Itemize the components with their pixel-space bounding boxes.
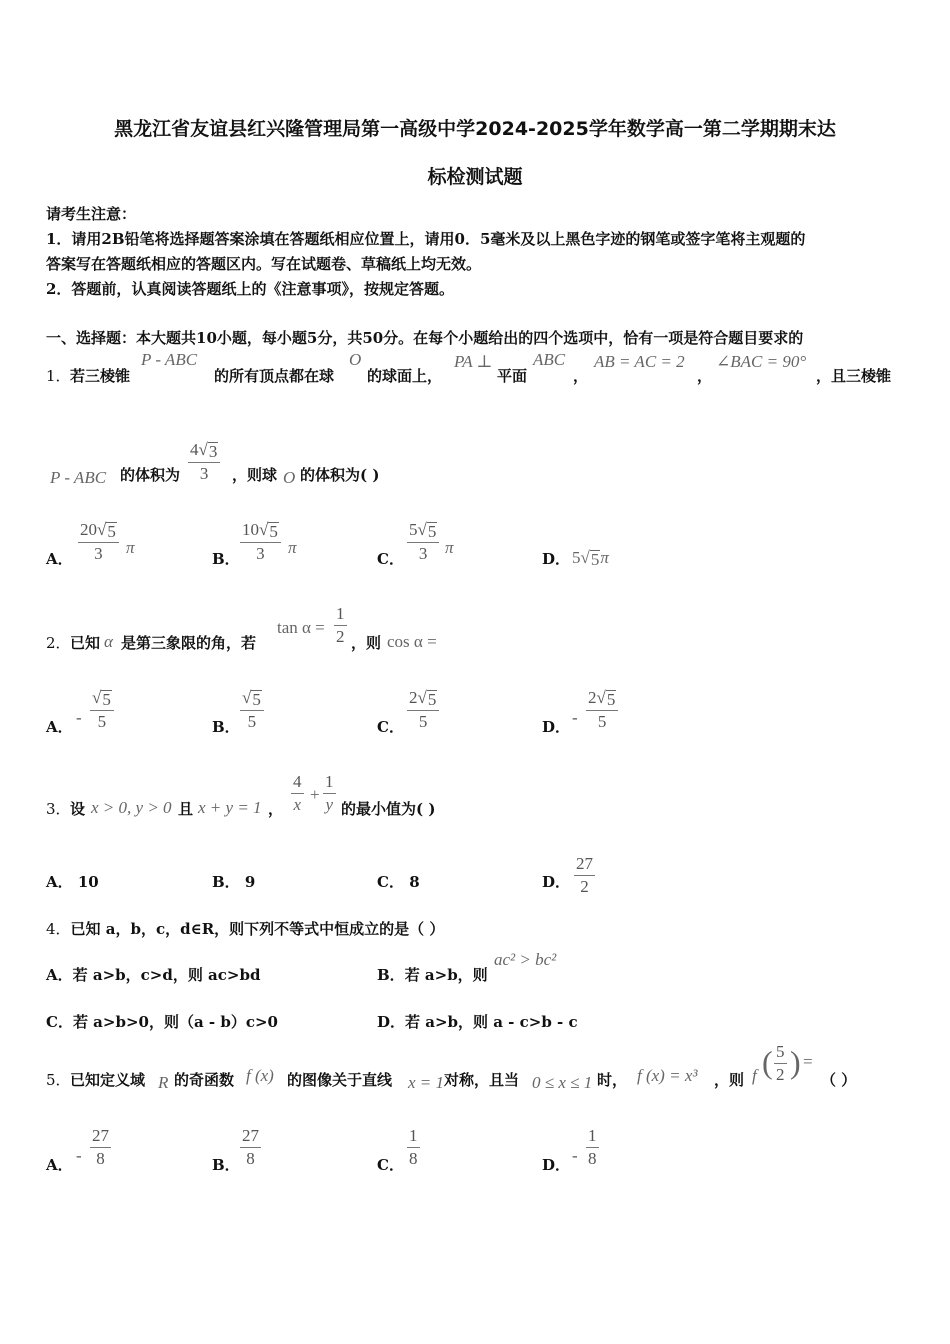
q5-text-1: 已知定义域: [70, 1071, 146, 1089]
q5-option-b[interactable]: B． $\frac{27}{8}$: [212, 1126, 259, 1174]
q1-math-abc: ABC: [533, 350, 566, 369]
q2-stem: [46, 604, 646, 654]
q3-number: 3．: [46, 800, 71, 818]
q1-text-6: ，: [697, 367, 713, 385]
q2-tan: tan α =: [277, 618, 325, 637]
q1-text-5: ，: [573, 367, 589, 385]
q1-option-b[interactable]: B． 10 √ 5 3 π: [212, 520, 297, 568]
q4-option-b[interactable]: B．若 a>b，则 ac² > bc²: [377, 950, 557, 984]
section-heading: 一、选择题：本大题共10小题，每小题5分，共50分。在每个小题给出的四个选项中，恰有一项是符合题目要求的: [46, 329, 804, 347]
q5-left-paren: (: [762, 1044, 773, 1080]
q1-text-1: 若三棱锥: [70, 367, 131, 385]
q3-math-sum: x + y = 1: [198, 798, 262, 817]
q3-stem: [46, 772, 646, 824]
q5-option-a[interactable]: A． - $\frac{27}{8}$: [46, 1126, 109, 1174]
doc-title-line2: 标检测试题: [427, 166, 523, 188]
q5-math-line: x = 1: [408, 1073, 445, 1092]
q1-text-10: 的体积为( ): [300, 466, 380, 484]
notice-item-1b: 答案写在答题纸相应的答题区内。写在试题卷、草稿纸上均无效。: [46, 255, 482, 273]
q4-number: 4．: [46, 920, 71, 938]
q1-option-c[interactable]: C． 5 √ 5 3 π: [377, 520, 454, 568]
q5-option-c[interactable]: C． $\frac{1}{8}$: [377, 1126, 418, 1174]
q1-text-3: 的球面上，: [367, 367, 443, 385]
q3-math-cond: x > 0, y > 0: [91, 798, 172, 817]
q5-math-fx: f (x): [246, 1066, 274, 1085]
q5-text-4: 对称，且当: [444, 1071, 520, 1089]
q2-tan-fraction: $\frac{1}{2}$: [336, 604, 345, 646]
q2-alpha: α: [104, 632, 113, 651]
q5-stem: [46, 1042, 876, 1092]
q5-text-5: 时，: [597, 1071, 628, 1089]
q3-text-4: 的最小值为( ): [341, 800, 436, 818]
q5-text-6: ，则: [714, 1071, 745, 1089]
notice-item-1a: 1．请用2B铅笔将选择题答案涂填在答题纸相应位置上，请用0．5毫米及以上黑色字迹的钢笔或签字笔将主观题的: [46, 230, 806, 248]
q1-math-o: O: [349, 350, 362, 369]
q2-text-2: 是第三象限的角，若: [121, 634, 257, 652]
q2-text-1: 已知: [70, 634, 101, 652]
q4-stem-text: 已知 a，b，c，d∈R，则下列不等式中恒成立的是（ ）: [70, 920, 445, 938]
q3-option-c[interactable]: C． 8: [377, 873, 420, 891]
q3-option-d[interactable]: D． $\frac{27}{2}$: [542, 854, 593, 896]
q5-text-3: 的图像关于直线: [287, 1071, 393, 1089]
q5-math-r: R: [158, 1073, 169, 1092]
q1-text-7: ，且三棱锥: [816, 367, 892, 385]
q1-text-4: 平面: [497, 367, 528, 385]
q5-math-range: 0 ≤ x ≤ 1: [532, 1073, 593, 1092]
q1-math-pabc: P - ABC: [141, 350, 198, 369]
q4-stem: [46, 918, 444, 939]
q3-option-a[interactable]: A． 10: [46, 873, 99, 891]
q1-math-o-2: O: [283, 468, 296, 487]
q2-number: 2．: [46, 634, 71, 652]
q5-equals: =: [803, 1052, 813, 1071]
q1-text-9: ，则球: [232, 466, 278, 484]
q4-option-c[interactable]: C．若 a>b>0，则（a - b）c>0: [46, 1013, 278, 1031]
q3-text-1: 设: [70, 800, 86, 818]
q3-fraction-4x: $\frac{4}{x}$: [293, 772, 302, 814]
q3-plus: +: [310, 785, 320, 804]
q5-arg-fraction: $\frac{5}{2}$: [776, 1042, 785, 1084]
q1-option-a[interactable]: A． 20 √ 5 3 π: [46, 520, 135, 568]
q3-text-3: ，: [268, 800, 284, 818]
q3-text-2: 且: [178, 800, 194, 818]
q2-text-3: ，则: [351, 634, 382, 652]
q5-math-fdef: f (x) = x³: [637, 1066, 698, 1085]
q3-fraction-1y: $\frac{1}{y}$: [325, 772, 334, 814]
q3-option-b[interactable]: B． 9: [212, 873, 256, 891]
q1-math-ab-ac: AB = AC = 2: [594, 352, 685, 371]
q5-math-f: f: [752, 1066, 757, 1085]
q4-option-a[interactable]: A．若 a>b，c>d，则 ac>bd: [46, 966, 261, 984]
q1-text-2: 的所有顶点都在球: [214, 367, 335, 385]
q4-option-d[interactable]: D．若 a>b，则 a - c>b - c: [377, 1013, 578, 1031]
q2-cos: cos α =: [387, 632, 437, 651]
q5-option-d[interactable]: D． - $\frac{1}{8}$: [542, 1126, 597, 1174]
q2-option-a[interactable]: A． - √ 5 5: [46, 688, 196, 740]
q5-text-2: 的奇函数: [174, 1071, 235, 1089]
q2-option-d[interactable]: D． - 2 √ 5 5: [542, 688, 692, 740]
q2-option-c[interactable]: C． 2 √ 5 5: [377, 688, 527, 740]
q1-text-8: 的体积为: [120, 466, 181, 484]
q1-option-d[interactable]: D． 5 √ 5 π: [542, 548, 609, 569]
q1-math-pa-perp: PA ⊥: [454, 352, 493, 371]
q1-stem-line1: [46, 352, 906, 396]
q1-stem-line2: [46, 438, 646, 494]
doc-title-line1: 黑龙江省友谊县红兴隆管理局第一高级中学2024-2025学年数学高一第二学期期末达: [114, 118, 836, 140]
notice-heading: 请考生注意：: [46, 205, 137, 223]
q1-math-angle: ∠BAC = 90°: [716, 352, 807, 371]
q2-option-b[interactable]: B． √ 5 5: [212, 688, 362, 740]
q5-number: 5．: [46, 1071, 71, 1089]
q1-number: 1．: [46, 367, 71, 385]
q1-math-pabc-2: P - ABC: [50, 468, 107, 487]
q1-volume-fraction: 4 √ 3 3: [188, 440, 220, 483]
q5-text-7: （ ）: [821, 1071, 857, 1089]
q5-right-paren: ): [790, 1044, 801, 1080]
notice-item-2: 2．答题前，认真阅读答题纸上的《注意事项》，按规定答题。: [46, 280, 454, 298]
